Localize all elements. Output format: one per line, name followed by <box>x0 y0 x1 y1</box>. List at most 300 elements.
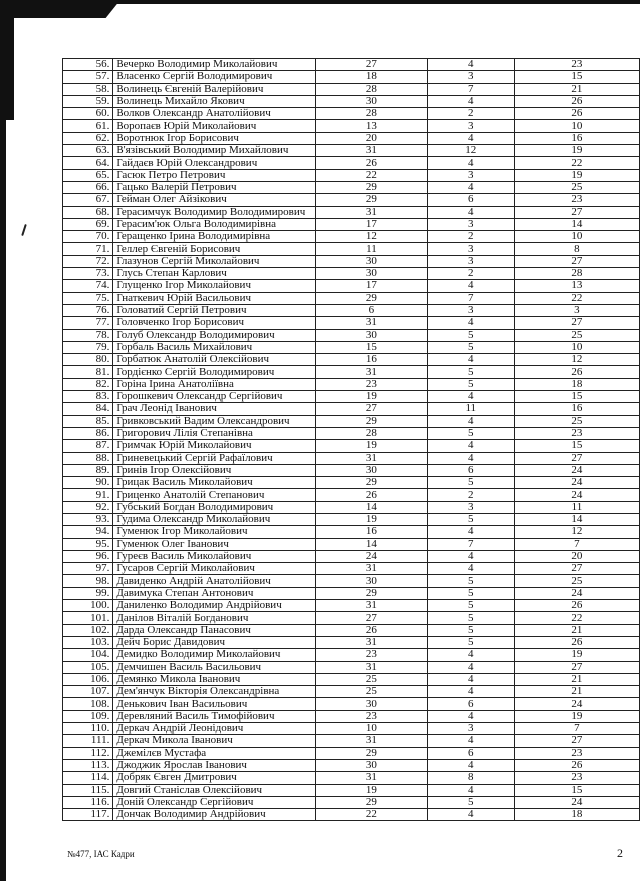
table-row <box>63 243 640 255</box>
scan-corner-shadow <box>0 0 120 18</box>
value-absent: 4 <box>427 440 514 452</box>
table-row <box>63 427 640 439</box>
value-absent: 6 <box>427 464 514 476</box>
table-row <box>63 181 640 193</box>
row-number: 97. <box>63 563 113 575</box>
table-row <box>63 391 640 403</box>
value-total: 12 <box>316 231 428 243</box>
row-number: 104. <box>63 649 113 661</box>
row-number: 67. <box>63 194 113 206</box>
row-number: 112. <box>63 747 113 759</box>
row-number: 88. <box>63 452 113 464</box>
row-number: 70. <box>63 231 113 243</box>
row-number: 78. <box>63 329 113 341</box>
deputy-name: Довгий Станіслав Олексійович <box>113 784 316 796</box>
value-total: 22 <box>316 169 428 181</box>
value-present: 7 <box>514 723 639 735</box>
table-row <box>63 218 640 230</box>
value-total: 22 <box>316 809 428 821</box>
value-absent: 4 <box>427 649 514 661</box>
table-row <box>63 723 640 735</box>
value-present: 21 <box>514 673 639 685</box>
deputy-name: Гудима Олександр Миколайович <box>113 513 316 525</box>
value-present: 22 <box>514 157 639 169</box>
deputy-name: Гринів Ігор Олексійович <box>113 464 316 476</box>
value-total: 14 <box>316 538 428 550</box>
value-present: 23 <box>514 59 639 71</box>
table-row <box>63 649 640 661</box>
row-number: 114. <box>63 772 113 784</box>
deputy-name: Дейч Борис Давидович <box>113 636 316 648</box>
deputy-name: Джемілєв Мустафа <box>113 747 316 759</box>
table-row <box>63 194 640 206</box>
value-absent: 5 <box>427 341 514 353</box>
value-present: 10 <box>514 341 639 353</box>
value-present: 21 <box>514 686 639 698</box>
value-absent: 5 <box>427 513 514 525</box>
value-present: 15 <box>514 71 639 83</box>
value-total: 31 <box>316 317 428 329</box>
row-number: 99. <box>63 587 113 599</box>
row-number: 71. <box>63 243 113 255</box>
value-absent: 3 <box>427 255 514 267</box>
value-present: 24 <box>514 489 639 501</box>
value-present: 23 <box>514 194 639 206</box>
deputy-name: Глусь Степан Карлович <box>113 268 316 280</box>
value-total: 16 <box>316 526 428 538</box>
value-present: 20 <box>514 550 639 562</box>
value-absent: 4 <box>427 132 514 144</box>
table-row <box>63 415 640 427</box>
table-row <box>63 231 640 243</box>
table-row <box>63 784 640 796</box>
row-number: 116. <box>63 796 113 808</box>
table-body <box>63 59 640 821</box>
value-total: 17 <box>316 280 428 292</box>
value-absent: 3 <box>427 218 514 230</box>
deputy-name: Вечерко Володимир Миколайович <box>113 59 316 71</box>
value-present: 27 <box>514 317 639 329</box>
table-row <box>63 796 640 808</box>
row-number: 98. <box>63 575 113 587</box>
value-present: 26 <box>514 636 639 648</box>
deputy-name: Деркач Андрій Леонідович <box>113 723 316 735</box>
table-row <box>63 366 640 378</box>
value-total: 31 <box>316 735 428 747</box>
value-total: 29 <box>316 587 428 599</box>
deputy-name: Губський Богдан Володимирович <box>113 501 316 513</box>
value-absent: 2 <box>427 231 514 243</box>
value-total: 29 <box>316 477 428 489</box>
deputy-name: Гуреєв Василь Миколайович <box>113 550 316 562</box>
value-absent: 4 <box>427 280 514 292</box>
deputy-name: Доній Олександр Сергійович <box>113 796 316 808</box>
value-total: 25 <box>316 673 428 685</box>
deputy-name: Голуб Олександр Володимирович <box>113 329 316 341</box>
value-absent: 4 <box>427 686 514 698</box>
value-total: 30 <box>316 329 428 341</box>
row-number: 101. <box>63 612 113 624</box>
row-number: 81. <box>63 366 113 378</box>
deputy-name: Глущенко Ігор Миколайович <box>113 280 316 292</box>
row-number: 76. <box>63 304 113 316</box>
row-number: 74. <box>63 280 113 292</box>
value-absent: 5 <box>427 587 514 599</box>
value-absent: 4 <box>427 759 514 771</box>
table-row <box>63 95 640 107</box>
row-number: 66. <box>63 181 113 193</box>
value-total: 26 <box>316 157 428 169</box>
deputy-name: Григорович Лілія Степанівна <box>113 427 316 439</box>
value-absent: 4 <box>427 673 514 685</box>
value-present: 7 <box>514 538 639 550</box>
row-number: 93. <box>63 513 113 525</box>
deputy-name: Гримчак Юрій Миколайович <box>113 440 316 452</box>
value-absent: 3 <box>427 243 514 255</box>
table-row <box>63 772 640 784</box>
value-present: 24 <box>514 477 639 489</box>
row-number: 77. <box>63 317 113 329</box>
row-number: 111. <box>63 735 113 747</box>
value-present: 19 <box>514 649 639 661</box>
value-total: 29 <box>316 181 428 193</box>
deputy-name: Герасим'юк Ольга Володимирівна <box>113 218 316 230</box>
value-total: 28 <box>316 83 428 95</box>
value-total: 23 <box>316 710 428 722</box>
footer-doc-ref: №477, ІАС Кадри <box>67 849 135 859</box>
row-number: 86. <box>63 427 113 439</box>
value-present: 23 <box>514 427 639 439</box>
value-absent: 3 <box>427 501 514 513</box>
value-absent: 3 <box>427 120 514 132</box>
value-total: 13 <box>316 120 428 132</box>
value-total: 31 <box>316 563 428 575</box>
value-absent: 4 <box>427 157 514 169</box>
value-absent: 3 <box>427 169 514 181</box>
table-row <box>63 600 640 612</box>
deputy-name: Глазунов Сергій Миколайович <box>113 255 316 267</box>
deputy-name: Волинець Михайло Якович <box>113 95 316 107</box>
value-present: 12 <box>514 526 639 538</box>
row-number: 95. <box>63 538 113 550</box>
value-absent: 5 <box>427 796 514 808</box>
value-present: 21 <box>514 624 639 636</box>
value-absent: 7 <box>427 538 514 550</box>
table-row <box>63 403 640 415</box>
value-total: 20 <box>316 132 428 144</box>
value-present: 10 <box>514 231 639 243</box>
value-total: 31 <box>316 366 428 378</box>
value-present: 27 <box>514 735 639 747</box>
scan-edge-left <box>0 0 6 881</box>
value-total: 30 <box>316 698 428 710</box>
table-row <box>63 513 640 525</box>
value-absent: 4 <box>427 710 514 722</box>
row-number: 84. <box>63 403 113 415</box>
value-present: 24 <box>514 587 639 599</box>
deputy-name: Грицак Василь Миколайович <box>113 477 316 489</box>
deputy-name: Денькович Іван Васильович <box>113 698 316 710</box>
deputy-name: Дем'янчук Вікторія Олександрівна <box>113 686 316 698</box>
table-row <box>63 452 640 464</box>
value-total: 27 <box>316 59 428 71</box>
table-row <box>63 735 640 747</box>
value-total: 26 <box>316 489 428 501</box>
value-present: 27 <box>514 206 639 218</box>
value-absent: 3 <box>427 304 514 316</box>
row-number: 102. <box>63 624 113 636</box>
value-absent: 4 <box>427 317 514 329</box>
value-total: 10 <box>316 723 428 735</box>
deputy-name: Данілов Віталій Богданович <box>113 612 316 624</box>
deputy-name: Геллер Євгеній Борисович <box>113 243 316 255</box>
deputy-name: Горбатюк Анатолій Олексійович <box>113 354 316 366</box>
table-row <box>63 673 640 685</box>
value-absent: 7 <box>427 292 514 304</box>
table-row <box>63 563 640 575</box>
value-total: 31 <box>316 145 428 157</box>
value-absent: 4 <box>427 95 514 107</box>
deputy-name: Гнаткевич Юрій Васильович <box>113 292 316 304</box>
value-present: 26 <box>514 95 639 107</box>
value-absent: 4 <box>427 181 514 193</box>
value-present: 13 <box>514 280 639 292</box>
value-present: 27 <box>514 255 639 267</box>
table-row <box>63 526 640 538</box>
row-number: 63. <box>63 145 113 157</box>
table-row <box>63 440 640 452</box>
value-absent: 11 <box>427 403 514 415</box>
value-present: 23 <box>514 747 639 759</box>
value-absent: 12 <box>427 145 514 157</box>
value-absent: 4 <box>427 661 514 673</box>
value-total: 26 <box>316 624 428 636</box>
row-number: 72. <box>63 255 113 267</box>
value-total: 25 <box>316 686 428 698</box>
value-total: 28 <box>316 427 428 439</box>
value-total: 30 <box>316 268 428 280</box>
row-number: 58. <box>63 83 113 95</box>
value-absent: 5 <box>427 612 514 624</box>
deputy-name: Гейман Олег Айзікович <box>113 194 316 206</box>
value-total: 29 <box>316 415 428 427</box>
table-row <box>63 759 640 771</box>
value-present: 27 <box>514 661 639 673</box>
value-absent: 6 <box>427 194 514 206</box>
value-present: 19 <box>514 710 639 722</box>
row-number: 60. <box>63 108 113 120</box>
value-present: 10 <box>514 120 639 132</box>
deputy-name: Грач Леонід Іванович <box>113 403 316 415</box>
table-row <box>63 59 640 71</box>
value-total: 6 <box>316 304 428 316</box>
row-number: 68. <box>63 206 113 218</box>
table-row <box>63 206 640 218</box>
value-absent: 5 <box>427 575 514 587</box>
row-number: 90. <box>63 477 113 489</box>
value-absent: 4 <box>427 354 514 366</box>
row-number: 56. <box>63 59 113 71</box>
table-row <box>63 120 640 132</box>
value-present: 22 <box>514 612 639 624</box>
row-number: 106. <box>63 673 113 685</box>
table-row <box>63 378 640 390</box>
table-row <box>63 157 640 169</box>
value-absent: 6 <box>427 698 514 710</box>
page-number: 2 <box>617 846 623 860</box>
table-row <box>63 341 640 353</box>
deputy-name: Головатий Сергій Петрович <box>113 304 316 316</box>
value-present: 14 <box>514 218 639 230</box>
value-total: 28 <box>316 108 428 120</box>
row-number: 96. <box>63 550 113 562</box>
value-absent: 4 <box>427 415 514 427</box>
table-row <box>63 145 640 157</box>
value-absent: 4 <box>427 206 514 218</box>
deputy-name: Деревляний Василь Тимофійович <box>113 710 316 722</box>
table-row <box>63 501 640 513</box>
deputy-name: Воротнюк Ігор Борисович <box>113 132 316 144</box>
deputy-name: Давимука Степан Антонович <box>113 587 316 599</box>
deputy-name: Гордієнко Сергій Володимирович <box>113 366 316 378</box>
value-absent: 5 <box>427 477 514 489</box>
table-row <box>63 464 640 476</box>
value-total: 31 <box>316 661 428 673</box>
row-number: 108. <box>63 698 113 710</box>
row-number: 100. <box>63 600 113 612</box>
value-absent: 4 <box>427 563 514 575</box>
value-present: 18 <box>514 378 639 390</box>
deputy-name: Деркач Микола Іванович <box>113 735 316 747</box>
row-number: 113. <box>63 759 113 771</box>
deputy-name: Горбаль Василь Михайлович <box>113 341 316 353</box>
deputy-name: Демянко Микола Іванович <box>113 673 316 685</box>
deputy-name: Давиденко Андрій Анатолійович <box>113 575 316 587</box>
deputy-name: Власенко Сергій Володимирович <box>113 71 316 83</box>
deputy-name: Гриценко Анатолій Степанович <box>113 489 316 501</box>
value-present: 16 <box>514 132 639 144</box>
value-absent: 5 <box>427 600 514 612</box>
value-present: 12 <box>514 354 639 366</box>
table-row <box>63 477 640 489</box>
table-row <box>63 255 640 267</box>
row-number: 89. <box>63 464 113 476</box>
deputy-name: Гайдаєв Юрій Олександрович <box>113 157 316 169</box>
table-row <box>63 268 640 280</box>
deputy-name: Добряк Євген Дмитрович <box>113 772 316 784</box>
row-number: 91. <box>63 489 113 501</box>
deputy-name: Гривковський Вадим Олександрович <box>113 415 316 427</box>
table-row <box>63 132 640 144</box>
value-absent: 4 <box>427 59 514 71</box>
value-present: 21 <box>514 83 639 95</box>
value-total: 27 <box>316 403 428 415</box>
row-number: 87. <box>63 440 113 452</box>
row-number: 109. <box>63 710 113 722</box>
value-absent: 4 <box>427 735 514 747</box>
row-number: 64. <box>63 157 113 169</box>
value-absent: 4 <box>427 391 514 403</box>
value-absent: 4 <box>427 809 514 821</box>
deputy-name: Волков Олександр Анатолійович <box>113 108 316 120</box>
value-absent: 4 <box>427 452 514 464</box>
value-absent: 5 <box>427 378 514 390</box>
value-total: 11 <box>316 243 428 255</box>
table-row <box>63 686 640 698</box>
deputy-name: Волинець Євгеній Валерійович <box>113 83 316 95</box>
row-number: 73. <box>63 268 113 280</box>
value-absent: 4 <box>427 784 514 796</box>
value-present: 3 <box>514 304 639 316</box>
row-number: 65. <box>63 169 113 181</box>
table-row <box>63 612 640 624</box>
row-number: 105. <box>63 661 113 673</box>
row-number: 62. <box>63 132 113 144</box>
value-present: 19 <box>514 145 639 157</box>
table-row <box>63 489 640 501</box>
value-total: 30 <box>316 575 428 587</box>
row-number: 80. <box>63 354 113 366</box>
value-present: 26 <box>514 600 639 612</box>
row-number: 107. <box>63 686 113 698</box>
value-present: 24 <box>514 796 639 808</box>
deputy-name: Гасюк Петро Петрович <box>113 169 316 181</box>
value-absent: 5 <box>427 636 514 648</box>
table-row <box>63 550 640 562</box>
value-present: 28 <box>514 268 639 280</box>
value-present: 27 <box>514 563 639 575</box>
row-number: 83. <box>63 391 113 403</box>
value-present: 19 <box>514 169 639 181</box>
deputy-name: Геращенко Ірина Володимирівна <box>113 231 316 243</box>
deputy-name: Гуменюк Олег Іванович <box>113 538 316 550</box>
row-number: 103. <box>63 636 113 648</box>
table-row <box>63 710 640 722</box>
deputy-name: Демчишен Василь Васильович <box>113 661 316 673</box>
deputy-name: Воропаєв Юрій Миколайович <box>113 120 316 132</box>
table-row <box>63 108 640 120</box>
deputy-name: Гусаров Сергій Миколайович <box>113 563 316 575</box>
value-total: 19 <box>316 784 428 796</box>
value-total: 19 <box>316 391 428 403</box>
value-total: 27 <box>316 612 428 624</box>
value-absent: 5 <box>427 624 514 636</box>
value-present: 23 <box>514 772 639 784</box>
deputy-name: Демидко Володимир Миколайович <box>113 649 316 661</box>
value-present: 24 <box>514 464 639 476</box>
value-present: 11 <box>514 501 639 513</box>
deputy-name: Даниленко Володимир Андрійович <box>113 600 316 612</box>
row-number: 57. <box>63 71 113 83</box>
deputy-name: Горіна Ірина Анатоліївна <box>113 378 316 390</box>
value-present: 15 <box>514 440 639 452</box>
row-number: 94. <box>63 526 113 538</box>
value-total: 30 <box>316 759 428 771</box>
deputy-name: Гриневецький Сергій Рафаїлович <box>113 452 316 464</box>
value-absent: 4 <box>427 526 514 538</box>
value-total: 31 <box>316 206 428 218</box>
row-number: 79. <box>63 341 113 353</box>
value-absent: 6 <box>427 747 514 759</box>
value-present: 27 <box>514 452 639 464</box>
value-total: 18 <box>316 71 428 83</box>
value-absent: 5 <box>427 427 514 439</box>
value-total: 30 <box>316 95 428 107</box>
value-present: 14 <box>514 513 639 525</box>
row-number: 110. <box>63 723 113 735</box>
value-absent: 2 <box>427 489 514 501</box>
value-total: 16 <box>316 354 428 366</box>
